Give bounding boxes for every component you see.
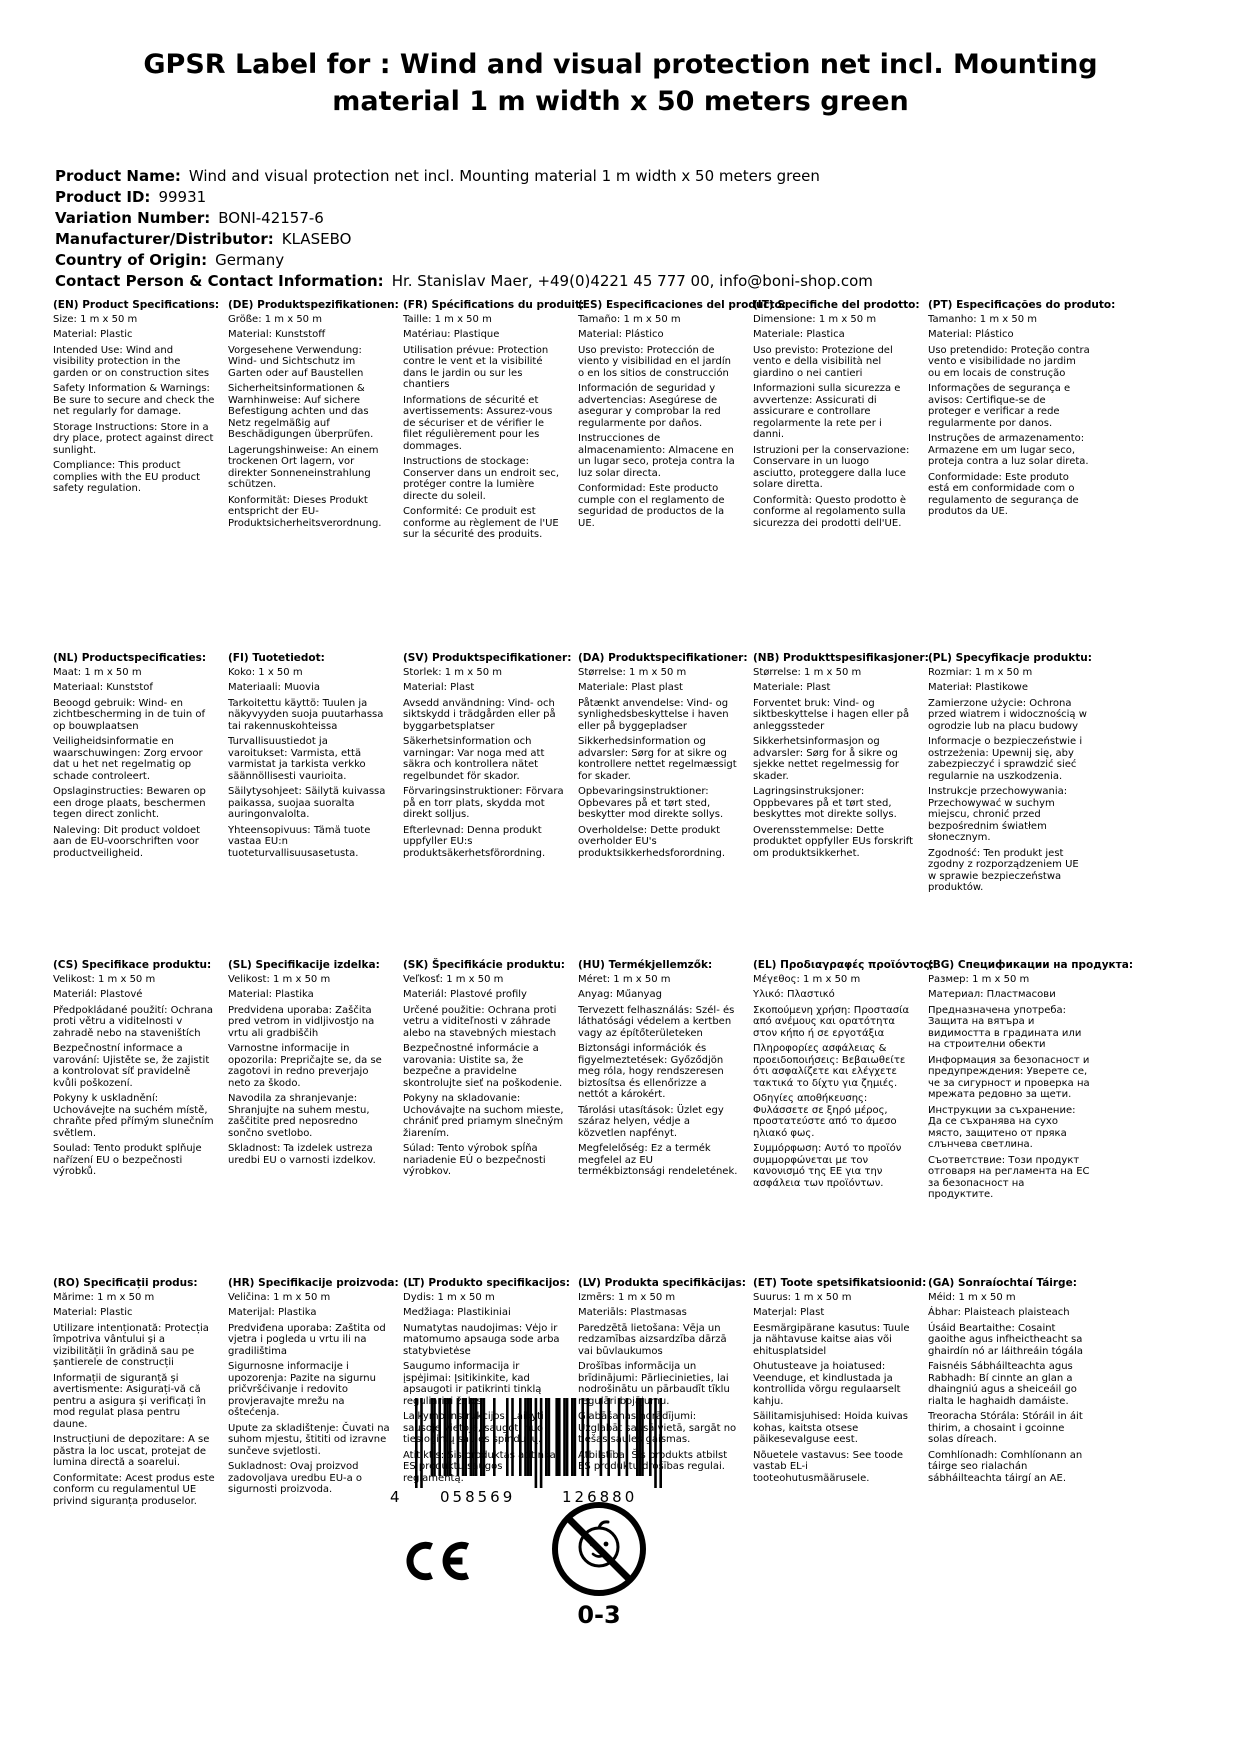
spec-heading-nl: (NL) Productspecificaties: <box>53 652 207 664</box>
manufacturer-line <box>55 229 873 250</box>
product-id-label: Product ID: <box>55 188 151 206</box>
spec-paragraph: Předpokládané použití: Ochrana proti větru a viditelnosti v zahradě nebo na staveništích <box>53 1004 214 1039</box>
spec-paragraph: Instrucciones de almacenamiento: Almacene en un lugar seco, proteja contra la luz solar directa. <box>578 433 735 479</box>
spec-cell-ro <box>53 1278 228 1511</box>
spec-paragraph: Materiale: Plast <box>753 682 831 693</box>
spec-paragraph: Naleving: Dit product voldoet aan de EU-voorschriften voor productveiligheid. <box>53 824 201 859</box>
product-id-line <box>55 187 873 208</box>
spec-heading-ga: (GA) Sonraíochtaí Táirge: <box>928 1277 1077 1289</box>
spec-paragraph: Comhlíonadh: Comhlíonann an táirge seo rialachán sábháilteachta táirgí an AE. <box>928 1449 1083 1484</box>
spec-paragraph: Material: Kunststoff <box>228 329 326 340</box>
spec-paragraph: Instruções de armazenamento: Armazene em um lugar seco, proteja contra a luz solar direta. <box>928 433 1089 467</box>
spec-heading-lt: (LT) Produkto specifikacijos: <box>403 1277 570 1289</box>
spec-paragraph: Materiál: Plastové <box>53 989 143 1000</box>
spec-paragraph: Ábhar: Plaisteach plaisteach <box>928 1307 1070 1318</box>
spec-paragraph: Size: 1 m x 50 m <box>53 313 138 325</box>
spec-cell-bg <box>928 959 1134 1205</box>
spec-paragraph: Instructions de stockage: Conserver dans un endroit sec, protéger contre la lumière directe du soleil. <box>403 456 560 502</box>
spec-cell-nl <box>53 653 228 863</box>
spec-paragraph: Zgodność: Ten produkt jest zgodny z rozporządzeniem UE w sprawie bezpieczeństwa produktów. <box>928 847 1079 893</box>
spec-cell-sl <box>228 960 403 1170</box>
spec-paragraph: Material: Plastic <box>53 329 133 340</box>
spec-paragraph: Atitiktis: Šis produktas atitinka ES produktų saugos reglamentą. <box>403 1449 556 1484</box>
spec-paragraph: Storlek: 1 m x 50 m <box>403 666 502 678</box>
spec-paragraph: Μέγεθος: 1 m x 50 m <box>753 973 861 985</box>
spec-row-1 <box>53 300 1163 653</box>
spec-cell-en <box>53 300 228 499</box>
spec-paragraph: Suurus: 1 m x 50 m <box>753 1291 852 1303</box>
spec-paragraph: Tamanho: 1 m x 50 m <box>928 313 1037 325</box>
spec-paragraph: Material: Plast <box>403 682 475 693</box>
barcode-right-group: 126880 <box>562 1488 638 1506</box>
spec-heading-fr: (FR) Spécifications du produit: <box>403 299 585 311</box>
spec-paragraph: Материал: Пластмасови <box>928 989 1056 1000</box>
spec-heading-en: (EN) Product Specifications: <box>53 299 220 311</box>
contact-label: Contact Person & Contact Information: <box>55 272 384 290</box>
spec-paragraph: Uso previsto: Protección de viento y visibilidad en el jardín o en los sitios de construcción <box>578 344 731 379</box>
spec-paragraph: Οδηγίες αποθήκευσης: Φυλάσσετε σε ξηρό μέρος, προστατεύστε από το άμεσο ηλιακό φως. <box>753 1093 897 1139</box>
spec-heading-ro: (RO) Specificații produs: <box>53 1277 198 1289</box>
spec-paragraph: Pokyny k uskladnění: Uchovávejte na suchém místě, chraňte před přímým slunečním světlem. <box>53 1093 214 1139</box>
spec-paragraph: Safety Information & Warnings: Be sure to secure and check the net regularly for damage. <box>53 383 215 417</box>
contact-value: Hr. Stanislav Maer, +49(0)4221 45 777 00, info@boni-shop.com <box>391 272 873 290</box>
spec-paragraph: Materiāls: Plastmasas <box>578 1307 687 1318</box>
spec-paragraph: Förvaringsinstruktioner: Förvara på en torr plats, skydda mot direkt solljus. <box>403 786 564 820</box>
ce-mark-icon <box>406 1521 484 1601</box>
spec-paragraph: Dydis: 1 m x 50 m <box>403 1291 495 1303</box>
spec-heading-sk: (SK) Špecifikácie produktu: <box>403 959 566 971</box>
spec-paragraph: Efterlevnad: Denna produkt uppfyller EU:s produktsäkerhetsförordning. <box>403 824 546 859</box>
spec-paragraph: Conformità: Questo prodotto è conforme al regolamento sulla sicurezza dei prodotti dell'UE. <box>753 494 907 529</box>
spec-paragraph: Uso previsto: Protezione del vento e della visibilità nel giardino o nei cantieri <box>753 344 893 379</box>
spec-paragraph: Tarkoitettu käyttö: Tuulen ja näkyvyyden suoja puutarhassa tai rakennuskohteissa <box>228 697 384 732</box>
spec-cell-el <box>753 959 934 1193</box>
spec-paragraph: Turvallisuustiedot ja varoitukset: Varmista, että varmistat ja tarkista verkko säännöllisesti vaurioita. <box>228 736 366 782</box>
spec-heading-lv: (LV) Produkta specifikācijas: <box>578 1277 746 1289</box>
spec-paragraph: Informações de segurança e avisos: Certifique-se de proteger e verificar a rede regularmente por danos. <box>928 383 1071 429</box>
spec-paragraph: Atbilstība: Šis produkts atbilst ES produktu drošības regulai. <box>578 1449 728 1472</box>
spec-paragraph: Glabāšanas norādījumi: Uzglabāt sausā vietā, sargāt no tiešas saules gaismas. <box>578 1411 737 1445</box>
spec-cell-pl <box>928 653 1103 898</box>
spec-paragraph: Konformität: Dieses Produkt entspricht der EU-Produktsicherheitsverordnung. <box>228 494 382 529</box>
age-range-text: 0-3 <box>577 1601 621 1629</box>
spec-paragraph: Sicherheitsinformationen & Warnhinweise: Auf sichere Befestigung achten und das Netz regelmäßig auf Beschädigungen überprüfen. <box>228 383 374 440</box>
product-name-value: Wind and visual protection net incl. Mounting material 1 m width x 50 meters green <box>188 167 820 185</box>
spec-paragraph: Forventet bruk: Vind- og siktbeskyttelse i hagen eller på anleggssteder <box>753 697 910 732</box>
spec-paragraph: Taille: 1 m x 50 m <box>403 313 492 325</box>
spec-heading-es: (ES) Especificaciones del producto: <box>578 299 786 311</box>
spec-paragraph: Predvidena uporaba: Zaščita pred vetrom in vidljivostjo na vrtu ali gradbiščih <box>228 1004 375 1039</box>
spec-paragraph: Materiál: Plastové profily <box>403 989 527 1000</box>
variation-number-label: Variation Number: <box>55 209 211 227</box>
spec-paragraph: Faisnéis Sábháilteachta agus Rabhadh: Bí cinnte an glan a dhaingniú agus a sheiceáil go rialta le haghaidh damáiste. <box>928 1361 1077 1407</box>
spec-paragraph: Conformité: Ce produit est conforme au règlement de l'UE sur la sécurité des produits. <box>403 506 559 540</box>
spec-paragraph: Izmērs: 1 m x 50 m <box>578 1291 676 1303</box>
spec-heading-sl: (SL) Specifikacije izdelka: <box>228 959 380 971</box>
spec-cell-sk <box>403 960 578 1182</box>
spec-paragraph: Påtænkt anvendelse: Vind- og synlighedsbeskyttelse i haven eller på byggepladser <box>578 697 729 732</box>
spec-paragraph: Intended Use: Wind and visibility protection in the garden or on construction sites <box>53 344 210 379</box>
spec-heading-sv: (SV) Produktspecifikationer: <box>403 652 572 664</box>
page-title-line1: GPSR Label for : Wind and visual protection net incl. Mounting <box>143 49 1098 80</box>
spec-heading-bg: (BG) Спецификации на продукта: <box>928 959 1134 971</box>
spec-paragraph: Instrucțiuni de depozitare: A se păstra la loc uscat, protejat de lumina directă a soarelui. <box>53 1434 210 1468</box>
spec-cell-cs <box>53 960 228 1182</box>
spec-paragraph: Laikymo instrukcijos: Laikyti sausoje vietoje, saugoti nuo tiesioginių saulės spindulių. <box>403 1411 544 1445</box>
spec-paragraph: Material: Plastika <box>228 989 314 1000</box>
spec-paragraph: Varnostne informacije in opozorila: Prepričajte se, da se zagotovi in redno preverjajo neto za škodo. <box>228 1043 382 1089</box>
spec-paragraph: Opslaginstructies: Bewaren op een droge plaats, beschermen tegen direct zonlicht. <box>53 786 206 820</box>
spec-paragraph: Conformidad: Este producto cumple con el reglamento de seguridad de productos de la UE. <box>578 483 725 529</box>
spec-paragraph: Materiale: Plastica <box>753 329 845 340</box>
spec-paragraph: Overholdelse: Dette produkt overholder EU's produktsikkerhedsforordning. <box>578 824 726 859</box>
spec-paragraph: Velikost: 1 m x 50 m <box>228 973 331 985</box>
spec-paragraph: Materjal: Plast <box>753 1307 825 1318</box>
spec-paragraph: Velikost: 1 m x 50 m <box>53 973 156 985</box>
spec-cell-et <box>753 1278 928 1488</box>
country-of-origin-label: Country of Origin: <box>55 251 208 269</box>
spec-cell-lv <box>578 1278 753 1477</box>
product-name-label: Product Name: <box>55 167 181 185</box>
spec-paragraph: Upute za skladištenje: Čuvati na suhom mjestu, štititi od izravne sunčeve svjetlosti. <box>228 1422 390 1457</box>
spec-paragraph: Veiligheidsinformatie en waarschuwingen: Zorg ervoor dat u het net regelmatig op schade controleert. <box>53 736 203 782</box>
spec-row-4 <box>53 1278 1163 1511</box>
spec-heading-cs: (CS) Specifikace produktu: <box>53 959 212 971</box>
spec-row-2 <box>53 653 1163 960</box>
spec-paragraph: Sukladnost: Ovaj proizvod zadovoljava uredbu EU-a o sigurnosti proizvoda. <box>228 1461 363 1495</box>
spec-paragraph: Conformitate: Acest produs este conform cu regulamentul UE privind siguranța produselor. <box>53 1472 215 1507</box>
spec-cell-it <box>753 300 928 533</box>
spec-paragraph: Veličina: 1 m x 50 m <box>228 1291 331 1303</box>
spec-cell-lt <box>403 1278 578 1488</box>
spec-paragraph: Soulad: Tento produkt splňuje nařízení EU o bezpečnosti výrobků. <box>53 1143 202 1177</box>
spec-paragraph: Compliance: This product complies with the EU product safety regulation. <box>53 460 201 494</box>
spec-heading-nb: (NB) Produkttspesifikasjoner: <box>753 652 929 664</box>
spec-row-3 <box>53 960 1163 1278</box>
product-info-block <box>55 166 873 292</box>
spec-paragraph: Treoracha Stórála: Stóráil in áit thirim, a chosaint i gcoinne solas díreach. <box>928 1411 1083 1445</box>
spec-paragraph: Méid: 1 m x 50 m <box>928 1291 1016 1303</box>
spec-paragraph: Méret: 1 m x 50 m <box>578 973 671 985</box>
spec-heading-hr: (HR) Specifikacije proizvoda: <box>228 1277 399 1289</box>
spec-paragraph: Størrelse: 1 m x 50 m <box>578 666 687 678</box>
spec-paragraph: Anyag: Műanyag <box>578 989 662 1000</box>
spec-paragraph: Material: Plástico <box>578 329 664 340</box>
spec-paragraph: Biztonsági információk és figyelmeztetések: Győződjön meg róla, hogy rendszeresen biztosítsa és ellenőrizze a nettót a károkért. <box>578 1043 724 1100</box>
spec-heading-it: (IT) Specifiche del prodotto: <box>753 299 920 311</box>
spec-heading-pt: (PT) Especificações do produto: <box>928 299 1116 311</box>
spec-paragraph: Размер: 1 m x 50 m <box>928 973 1030 985</box>
spec-paragraph: Navodila za shranjevanje: Shranjujte na suhem mestu, zaščitite pred neposredno sončno svetlobo. <box>228 1093 370 1139</box>
spec-paragraph: Materiał: Plastikowe <box>928 682 1028 693</box>
spec-paragraph: Lagerungshinweise: An einem trockenen Ort lagern, vor direkter Sonneneinstrahlung schützen. <box>228 444 379 490</box>
spec-paragraph: Предназначена употреба: Защита на вятъра и видимостта в градината или на строителни обекти <box>928 1004 1082 1050</box>
spec-heading-el: (EL) Προδιαγραφές προϊόντος: <box>753 959 934 971</box>
spec-paragraph: Sigurnosne informacije i upozorenja: Pazite na sigurnu pričvršćivanje i redovito provjeravajte mrežu na oštećenja. <box>228 1361 376 1418</box>
spec-cell-ga <box>928 1278 1103 1488</box>
spec-paragraph: Matériau: Plastique <box>403 329 500 340</box>
spec-cell-fi <box>228 653 403 863</box>
spec-paragraph: Pokyny na skladovanie: Uchovávajte na suchom mieste, chrániť pred priamym slnečným žiarením. <box>403 1093 564 1139</box>
spec-paragraph: Информация за безопасност и предупреждения: Уверете се, че за сигурност и проверка на мрежата редовно за щети. <box>928 1054 1090 1100</box>
product-name-line <box>55 166 873 187</box>
spec-paragraph: Información de seguridad y advertencias: Asegúrese de asegurar y comprobar la red regularmente por daños. <box>578 383 721 429</box>
spec-paragraph: Skladnost: Ta izdelek ustreza uredbi EU o varnosti izdelkov. <box>228 1143 376 1166</box>
spec-paragraph: Saugumo informacija ir įspėjimai: Įsitikinkite, kad apsaugoti ir patikrinti tinklą reguliariai žalos. <box>403 1361 542 1407</box>
spec-paragraph: Bezpečnostní informace a varování: Ujistěte se, že zajistit a kontrolovat síť pravidelně kvůli poškození. <box>53 1043 210 1089</box>
spec-heading-pl: (PL) Specyfikacje produktu: <box>928 652 1092 664</box>
spec-paragraph: Vorgesehene Verwendung: Wind- und Sichtschutz im Garten oder auf Baustellen <box>228 344 364 379</box>
spec-paragraph: Συμμόρφωση: Αυτό το προϊόν συμμορφώνεται με τον κανονισμό της ΕΕ για την ασφάλεια των προϊόντων. <box>753 1143 902 1189</box>
spec-paragraph: Informazioni sulla sicurezza e avvertenze: Assicurati di assicurare e controllare regolarmente la rete per i danni. <box>753 383 901 440</box>
spec-paragraph: Съответствие: Този продукт отговаря на регламента на ЕС за безопасност на продуктите. <box>928 1154 1090 1200</box>
manufacturer-value: KLASEBO <box>281 230 352 248</box>
spec-paragraph: Sikkerhetsinformasjon og advarsler: Sørg for å sikre og sjekke nettet regelmessig for skader. <box>753 736 899 782</box>
spec-paragraph: Conformidade: Este produto está em conformidade com o regulamento de segurança de produtos da UE. <box>928 471 1079 517</box>
spec-paragraph: Eesmärgipärane kasutus: Tuule ja nähtavuse kaitse aias või ehitusplatsidel <box>753 1322 910 1357</box>
spec-paragraph: Zamierzone użycie: Ochrona przed wiatrem i widocznością w ogrodzie lub na placu budowy <box>928 697 1087 732</box>
spec-paragraph: Instrukcje przechowywania: Przechowywać w suchym miejscu, chronić przed bezpośrednim światłem słonecznym. <box>928 786 1068 843</box>
spec-paragraph: Koko: 1 x 50 m <box>228 666 303 678</box>
variation-number-value: BONI-42157-6 <box>218 209 324 227</box>
spec-paragraph: Informații de siguranță și avertismente: Asigurați-vă că pentru a asigura și verificați în mod regulat plasa pentru daune. <box>53 1372 206 1430</box>
page-title-line2: material 1 m width x 50 meters green <box>332 86 909 117</box>
spec-heading-da: (DA) Produktspecifikationer: <box>578 652 748 664</box>
spec-paragraph: Πληροφορίες ασφάλειας & προειδοποιήσεις: Βεβαιωθείτε ότι ασφαλίζετε και ελέγχετε τακτικά το δίχτυ για ζημιές. <box>753 1043 906 1089</box>
spec-paragraph: Säilytysohjeet: Säilytä kuivassa paikassa, suojaa suoralta auringonvalolta. <box>228 786 386 820</box>
spec-paragraph: Numatytas naudojimas: Vėjo ir matomumo apsauga sode arba statybvietėse <box>403 1322 560 1357</box>
spec-paragraph: Storage Instructions: Store in a dry place, protect against direct sunlight. <box>53 421 214 456</box>
spec-paragraph: Υλικό: Πλαστικό <box>753 989 835 1000</box>
spec-paragraph: Drošības informācija un brīdinājumi: Pārliecinieties, lai nodrošinātu un pārbaudīt tīklu regulāri bojājumu. <box>578 1361 730 1407</box>
spec-paragraph: Avsedd användning: Vind- och siktskydd i trädgården eller på byggarbetsplatser <box>403 697 556 732</box>
spec-paragraph: Dimensione: 1 m x 50 m <box>753 313 877 325</box>
language-specs-grid <box>53 300 1163 1511</box>
spec-paragraph: Informacje o bezpieczeństwie i ostrzeżenia: Upewnij się, aby zabezpieczyć i sprawdzić sieć regularnie na uszkodzenia. <box>928 736 1083 782</box>
spec-paragraph: Utilisation prévue: Protection contre le vent et la visibilité dans le jardin ou sur les chantiers <box>403 344 549 390</box>
spec-paragraph: Yhteensopivuus: Tämä tuote vastaa EU:n tuoteturvallisuusasetusta. <box>228 824 371 859</box>
spec-cell-hr <box>228 1278 403 1500</box>
barcode-left-group: 058569 <box>440 1488 516 1506</box>
page-title <box>0 46 1241 120</box>
spec-paragraph: Rozmiar: 1 m x 50 m <box>928 666 1033 678</box>
spec-cell-nb <box>753 653 928 863</box>
spec-paragraph: Σκοπούμενη χρήση: Προστασία από ανέμους και ορατότητα στον κήπο ή σε εργοτάξια <box>753 1004 910 1039</box>
spec-paragraph: Størrelse: 1 m x 50 m <box>753 666 862 678</box>
spec-paragraph: Maat: 1 m x 50 m <box>53 666 142 678</box>
spec-paragraph: Säkerhetsinformation och varningar: Var noga med att säkra och kontrollera nätet regelbundet för skador. <box>403 736 545 782</box>
spec-paragraph: Materiaal: Kunststof <box>53 682 153 693</box>
spec-heading-de: (DE) Produktspezifikationen: <box>228 299 399 311</box>
spec-paragraph: Nõuetele vastavus: See toode vastab EL-i tooteohutusmäärusele. <box>753 1449 904 1484</box>
spec-paragraph: Инструкции за съхранение: Да се съхранява на сухо място, защитено от пряка слънчева светлина. <box>928 1104 1076 1150</box>
spec-paragraph: Materiaali: Muovia <box>228 682 320 693</box>
barcode-first-digit: 4 <box>390 1488 403 1506</box>
spec-paragraph: Veľkosť: 1 m x 50 m <box>403 973 504 985</box>
country-of-origin-value: Germany <box>215 251 285 269</box>
spec-paragraph: Informations de sécurité et avertissements: Assurez-vous de sécuriser et de vérifier le filet régulièrement pour les dommages. <box>403 394 553 452</box>
spec-paragraph: Tervezett felhasználás: Szél- és láthatósági védelem a kertben vagy az építőterületeken <box>578 1004 735 1039</box>
spec-paragraph: Material: Plastic <box>53 1307 133 1318</box>
country-of-origin-line <box>55 250 873 271</box>
spec-paragraph: Opbevaringsinstruktioner: Opbevares på et tørt sted, beskytter mod direkte sollys. <box>578 786 724 820</box>
contact-line <box>55 271 873 292</box>
spec-paragraph: Beoogd gebruik: Wind- en zichtbescherming in de tuin of op bouwplaatsen <box>53 697 205 732</box>
spec-paragraph: Istruzioni per la conservazione: Conservare in un luogo asciutto, proteggere dalla luce solare diretta. <box>753 444 910 490</box>
spec-paragraph: Predviđena uporaba: Zaštita od vjetra i pogleda u vrtu ili na gradilištima <box>228 1322 386 1357</box>
spec-paragraph: Tamaño: 1 m x 50 m <box>578 313 681 325</box>
product-id-value: 99931 <box>158 188 207 206</box>
age-warning-icon <box>546 1497 652 1629</box>
spec-paragraph: Utilizare intenționată: Protecția împotriva vântului și a vizibilității în grădină sau pe șantierele de construcții <box>53 1322 209 1368</box>
spec-cell-es <box>578 299 786 533</box>
spec-cell-pt <box>928 299 1116 522</box>
spec-paragraph: Určené použitie: Ochrana proti vetru a viditeľnosti v záhrade alebo na stavebných miestach <box>403 1004 557 1039</box>
spec-paragraph: Säilitamisjuhised: Hoida kuivas kohas, kaitsta otsese päikesevalguse eest. <box>753 1411 909 1445</box>
spec-paragraph: Sikkerhedsinformation og advarsler: Sørg for at sikre og kontrollere nettet regelmæssigt for skader. <box>578 736 737 782</box>
spec-paragraph: Materijal: Plastika <box>228 1307 317 1318</box>
spec-heading-hu: (HU) Termékjellemzők: <box>578 959 713 971</box>
spec-paragraph: Uso pretendido: Proteção contra vento e visibilidade no jardim ou em locais de construção <box>928 344 1090 379</box>
compliance-marks-row <box>378 1519 688 1659</box>
spec-paragraph: Material: Plástico <box>928 329 1014 340</box>
spec-heading-fi: (FI) Tuotetiedot: <box>228 652 325 664</box>
spec-cell-hu <box>578 960 753 1182</box>
spec-paragraph: Paredzētā lietošana: Vēja un redzamības aizsardzība dārzā vai būvlaukumos <box>578 1322 727 1357</box>
spec-paragraph: Größe: 1 m x 50 m <box>228 313 322 325</box>
spec-heading-et: (ET) Toote spetsifikatsioonid: <box>753 1277 927 1289</box>
spec-paragraph: Lagringsinstruksjoner: Oppbevares på et tørt sted, beskyttes mot direkte sollys. <box>753 786 897 820</box>
spec-cell-fr <box>403 299 585 545</box>
spec-cell-da <box>578 653 753 863</box>
manufacturer-label: Manufacturer/Distributor: <box>55 230 274 248</box>
spec-paragraph: Úsáid Beartaithe: Cosaint gaoithe agus infheictheacht sa ghairdín nó ar láithreáin tógála <box>928 1322 1084 1357</box>
spec-paragraph: Megfelelőség: Ez a termék megfelel az EU termékbiztonsági rendeletének. <box>578 1143 738 1177</box>
spec-paragraph: Materiale: Plast plast <box>578 682 683 693</box>
spec-paragraph: Tárolási utasítások: Üzlet egy száraz helyen, védje a közvetlen napfényt. <box>578 1104 724 1139</box>
spec-cell-sv <box>403 653 578 863</box>
spec-paragraph: Overensstemmelse: Dette produktet oppfyller EUs forskrift om produktsikkerhet. <box>753 824 914 859</box>
spec-cell-de <box>228 300 403 533</box>
spec-paragraph: Súlad: Tento výrobok spĺňa nariadenie EÚ o bezpečnosti výrobkov. <box>403 1143 546 1177</box>
spec-paragraph: Bezpečnostné informácie a varovania: Uistite sa, že bezpečne a pravidelne skontrolujte sieť na poškodenie. <box>403 1043 563 1089</box>
spec-paragraph: Mărime: 1 m x 50 m <box>53 1291 155 1303</box>
spec-paragraph: Ohutusteave ja hoiatused: Veenduge, et kindlustada ja kontrollida võrgu regulaarselt kahju. <box>753 1361 901 1407</box>
spec-paragraph: Medžiaga: Plastikiniai <box>403 1307 511 1318</box>
variation-number-line <box>55 208 873 229</box>
